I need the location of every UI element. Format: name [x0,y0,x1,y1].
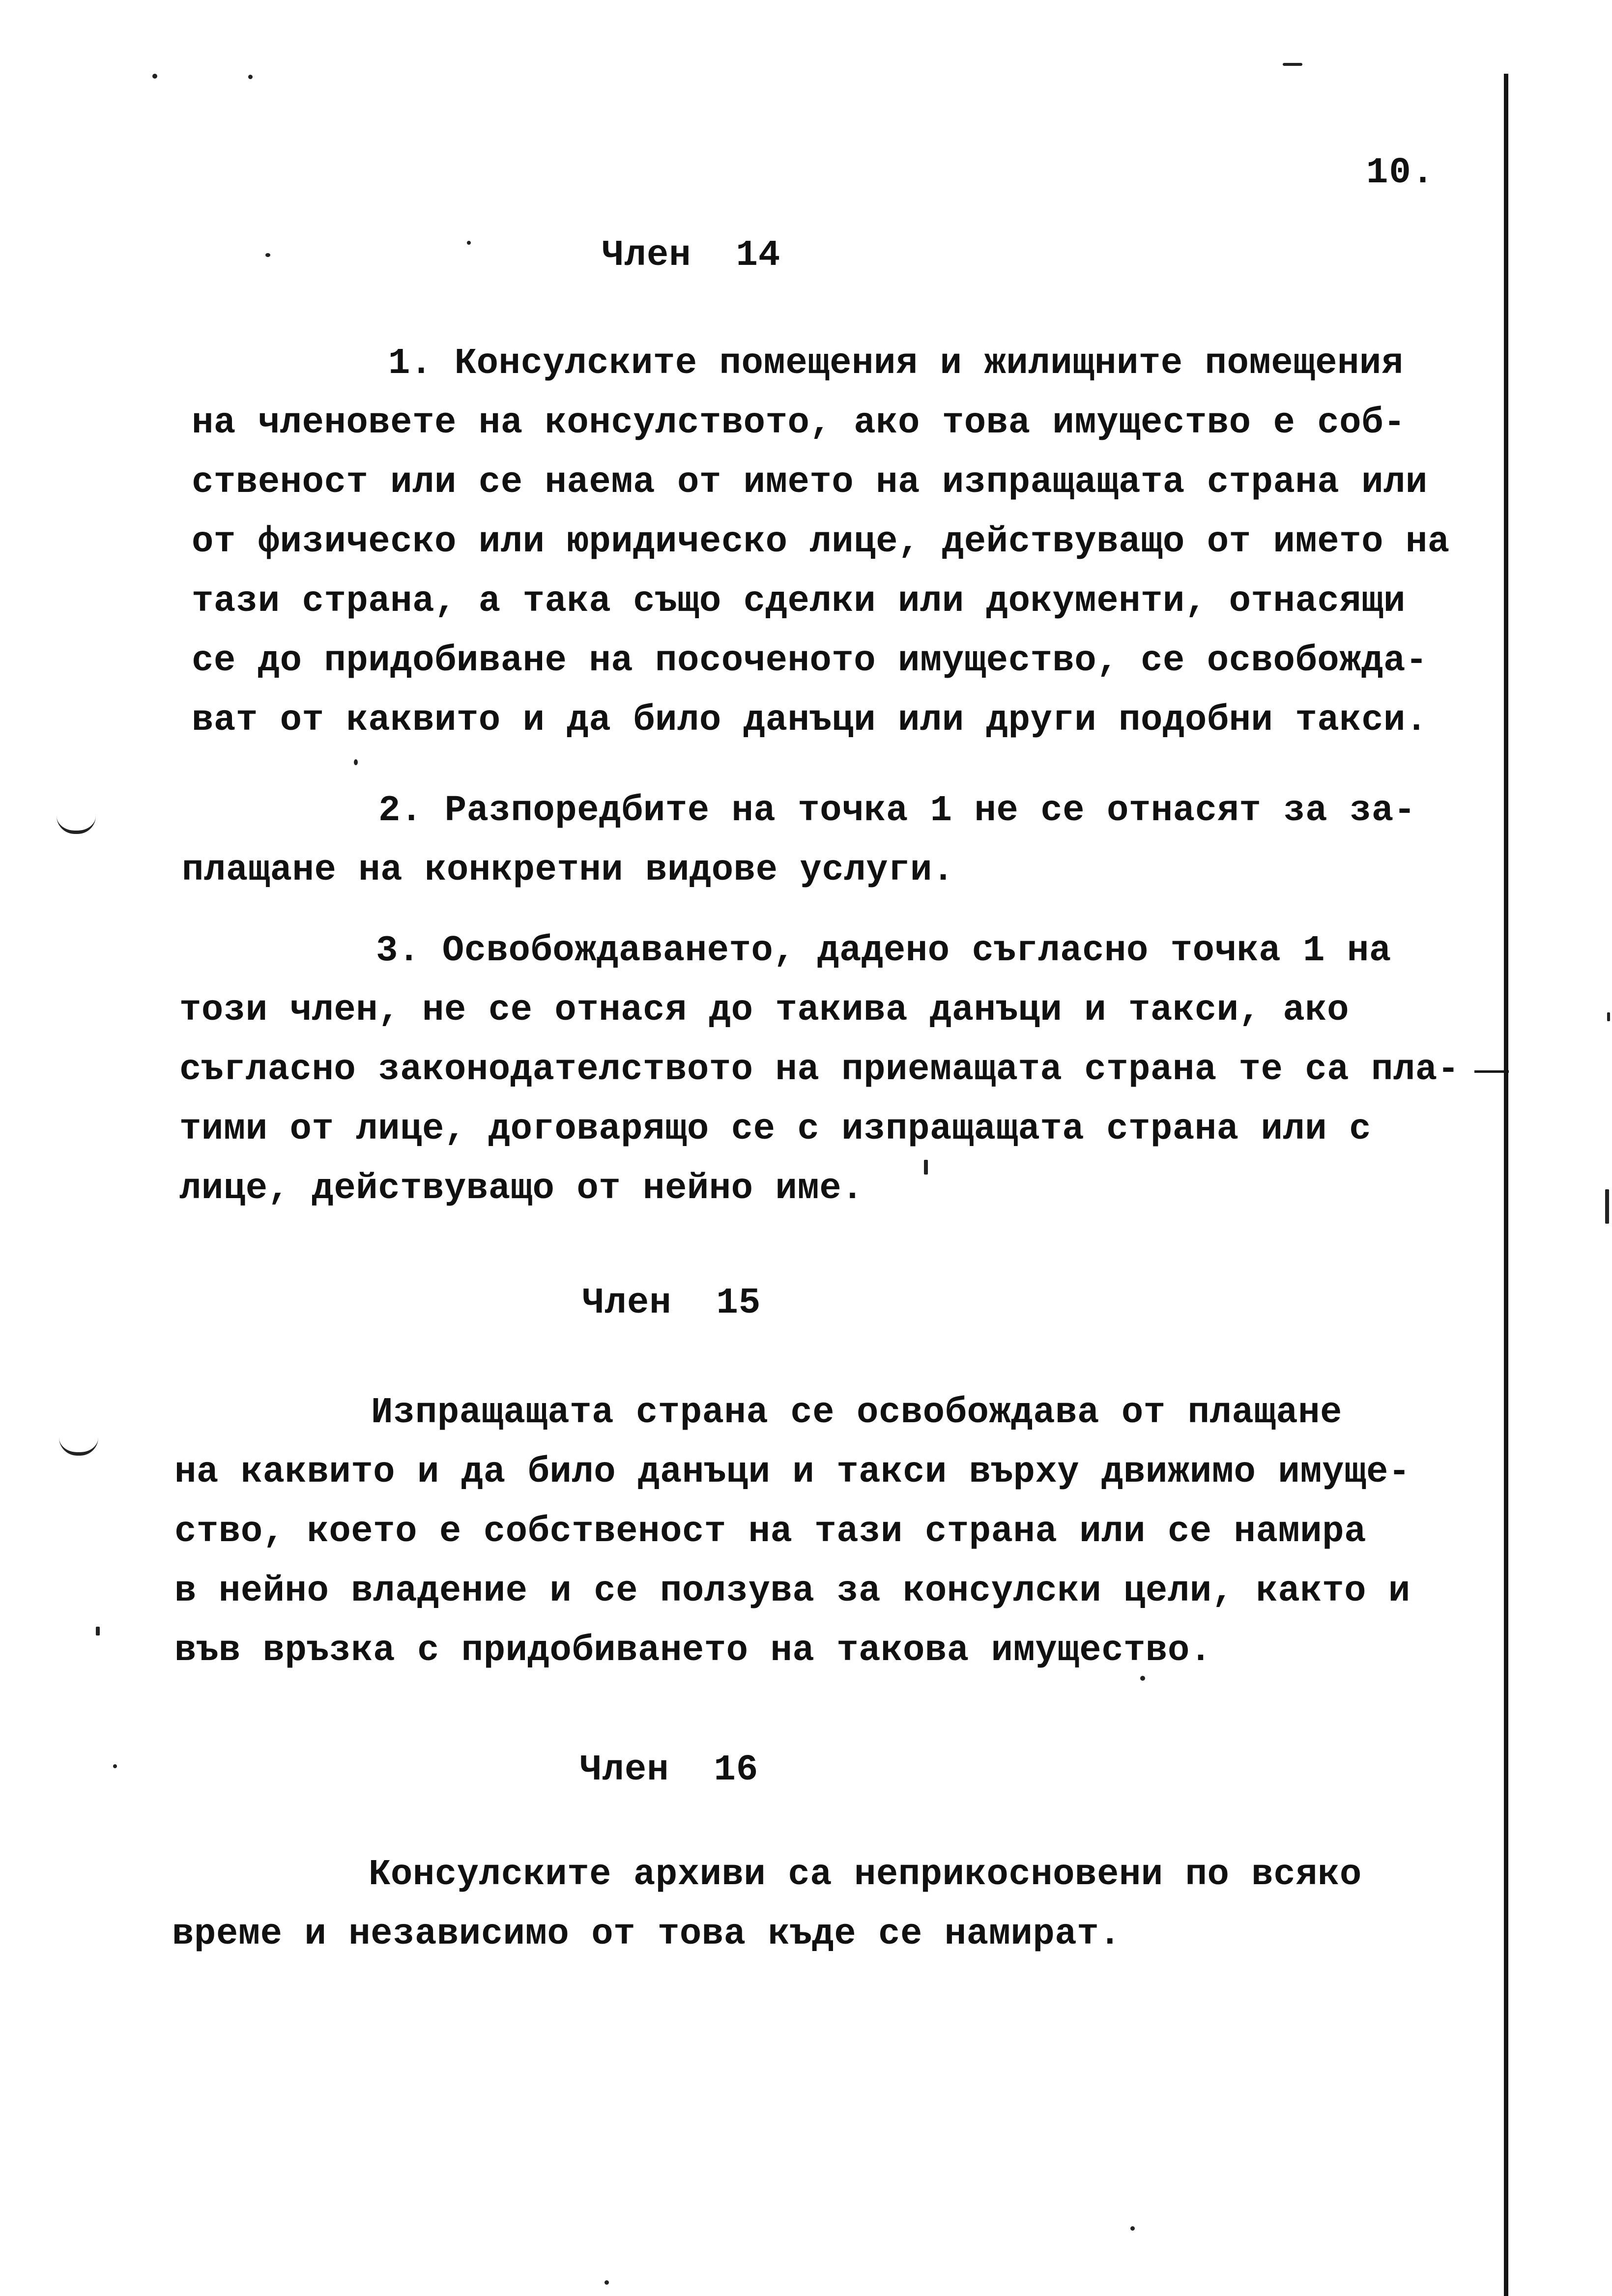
text-line: на каквито и да било данъци и такси върху движимо имуще- [174,1452,1410,1493]
text-line: от физическо или юридическо лице, действуващо от името на [192,521,1450,563]
scan-mark [57,816,96,834]
scan-speck [354,759,358,765]
scan-speck [152,74,157,79]
paragraph [174,1383,1410,1681]
text-line: Изпращащата страна се освобождава от плащане [371,1392,1342,1434]
text-line: на членовете на консулството, ако това имущество е соб- [192,402,1406,444]
scan-speck [1130,2226,1135,2231]
text-line: тими от лице, договарящо се с изпращащата страна или с [179,1109,1371,1150]
text-line: ство, което е собственост на тази страна или се намира [174,1511,1366,1552]
text-line: в нейно владение и се ползува за консулски цели, както и [174,1571,1410,1612]
text-line: съгласно законодателството на приемащата страна те са пла- [179,1049,1460,1091]
scan-speck [265,253,270,257]
text-line: 3. Освобождаването, дадено съгласно точка 1 на [376,930,1391,972]
text-line: ственост или се наема от името на изпращащата страна или [192,462,1428,503]
article-heading: Член 15 [582,1283,761,1324]
scan-speck [248,75,253,79]
paragraph [192,334,1450,750]
text-line: във връзка с придобиването на такова имущество. [174,1630,1212,1671]
scan-mark [59,1437,98,1456]
text-line: ват от каквито и да било данъци или други подобни такси. [192,700,1428,741]
text-line: време и независимо от това къде се намират. [172,1914,1122,1955]
scan-speck [113,1764,117,1768]
scan-speck [1283,63,1302,66]
paragraph [182,781,1416,900]
article-heading: Член 16 [580,1750,759,1791]
scan-speck [467,241,471,245]
scan-speck [1607,1012,1610,1021]
page-number: 10. [1366,152,1435,194]
text-line: Консулските архиви са неприкосновени по всяко [369,1854,1362,1895]
text-line: се до придобиване на посоченото имущество, се освобожда- [192,640,1428,682]
text-line: 2. Разпоредбите на точка 1 не се отнасят за за- [378,790,1416,832]
margin-tick [1474,1070,1509,1073]
text-line: плащане на конкретни видове услуги. [182,850,954,891]
scan-speck [604,2280,609,2285]
paragraph [172,1845,1362,1964]
text-line: този член, не се отнася до такива данъци и такси, ако [179,990,1350,1031]
scan-speck [1605,1189,1609,1224]
text-line: 1. Консулските помещения и жилищните помещения [388,343,1404,384]
article-heading: Член 14 [602,235,781,276]
text-line: тази страна, а така също сделки или документи, отнасящи [192,581,1406,622]
paragraph [179,921,1460,1219]
text-line: лице, действуващо от нейно име. [179,1168,864,1209]
margin-rule [1504,74,1508,2296]
scan-speck [96,1627,100,1636]
